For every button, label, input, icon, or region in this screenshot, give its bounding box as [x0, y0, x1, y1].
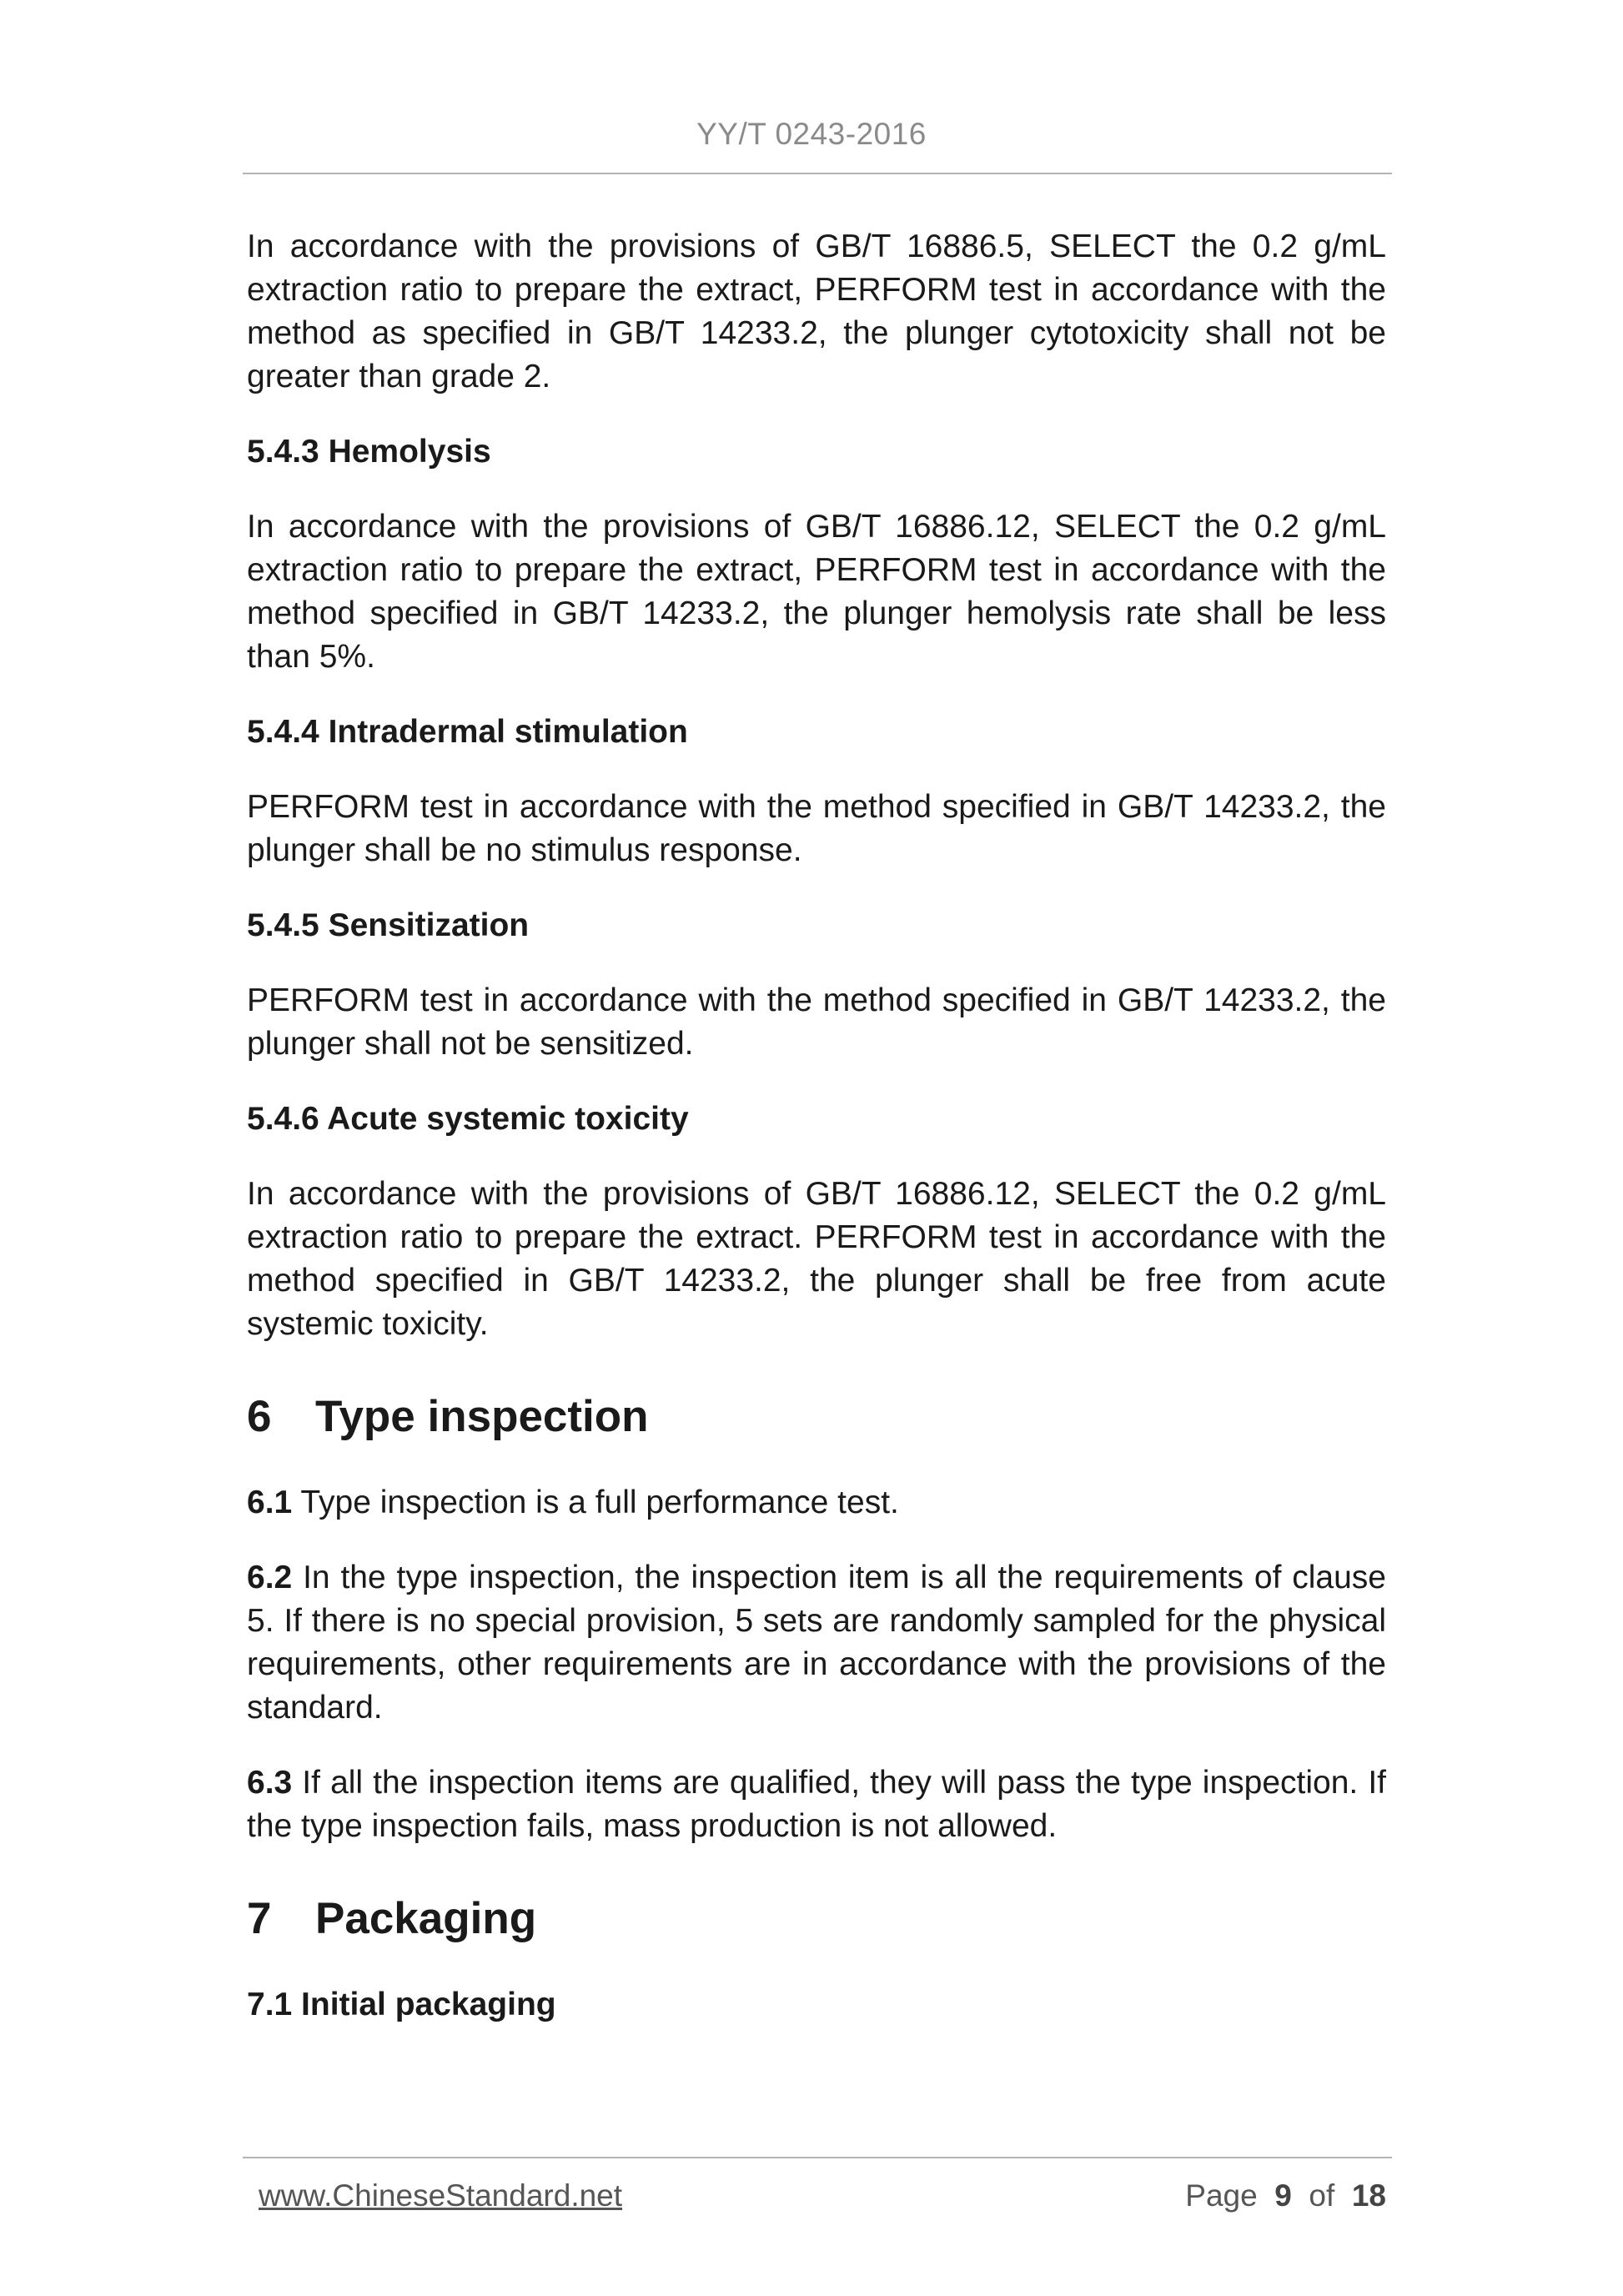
chapter-title: Type inspection [315, 1392, 649, 1441]
sensitization-paragraph: PERFORM test in accordance with the method specified in GB/T 14233.2, the plunger shall not be sensitized. [247, 982, 1386, 1062]
page-indicator [1185, 2178, 1386, 2213]
section-heading-intradermal: 5.4.4 Intradermal stimulation [247, 714, 688, 750]
acute-toxicity-paragraph: In accordance with the provisions of GB/T 16886.12, SELECT the 0.2 g/mL extraction ratio to prepare the extract. PERFORM test in accordance with the method specified in GB/T 14233.2, the plunger shall be free from acute systemic toxicity. [247, 1176, 1386, 1342]
chapter-title: Packaging [315, 1894, 537, 1943]
page-content [247, 225, 1386, 2058]
website-link[interactable]: www.ChineseStandard.net [259, 2178, 623, 2213]
section-heading-sensitization: 5.4.5 Sensitization [247, 907, 530, 943]
chapter-number: 7 [247, 1894, 272, 1943]
hemolysis-paragraph: In accordance with the provisions of GB/T 16886.12, SELECT the 0.2 g/mL extraction ratio to prepare the extract, PERFORM test in accordance with the method specified in GB/T 14233.2, the plunger hemolysis rate shall be less than 5%. [247, 509, 1386, 675]
page-label: Page [1185, 2178, 1258, 2213]
cytotoxicity-paragraph: In accordance with the provisions of GB/T 16886.5, SELECT the 0.2 g/mL extraction ratio to prepare the extract, PERFORM test in accordance with the method as specified in GB/T 14233.2, the plunger cytotoxicity shall not be greater than grade 2. [247, 229, 1386, 394]
chapter-heading-type-inspection [247, 1388, 1386, 1446]
section-heading-acute-toxicity: 5.4.6 Acute systemic toxicity [247, 1101, 689, 1137]
clause-text: In the type inspection, the inspection item is all the requirements of clause 5. If there is no special provision, 5 sets are randomly sampled for the physical requirements, other requirements are in accordance with the provisions of the standard. [247, 1560, 1386, 1726]
clause-text: Type inspection is a full performance test. [292, 1485, 899, 1520]
clause-number: 6.3 [247, 1765, 293, 1801]
intradermal-paragraph: PERFORM test in accordance with the method specified in GB/T 14233.2, the plunger shall be no stimulus response. [247, 789, 1386, 868]
clause-6-2 [247, 1556, 1386, 1730]
section-heading-hemolysis: 5.4.3 Hemolysis [247, 434, 491, 470]
page-footer [259, 2178, 1386, 2213]
clause-6-3 [247, 1761, 1386, 1848]
section-heading-initial-packaging: 7.1 Initial packaging [247, 1987, 556, 2022]
clause-number: 6.2 [247, 1560, 293, 1595]
clause-6-1 [247, 1481, 1386, 1525]
clause-text: If all the inspection items are qualified, they will pass the type inspection. If the type inspection fails, mass production is not allowed. [247, 1765, 1386, 1844]
footer-divider [243, 2157, 1392, 2158]
chapter-number: 6 [247, 1392, 272, 1441]
header-divider [243, 173, 1392, 174]
page-of: of [1309, 2178, 1335, 2213]
clause-number: 6.1 [247, 1485, 293, 1520]
page-total: 18 [1351, 2178, 1386, 2213]
document-id-header: YY/T 0243-2016 [696, 117, 927, 151]
chapter-heading-packaging [247, 1890, 1386, 1948]
page-current: 9 [1274, 2178, 1292, 2213]
